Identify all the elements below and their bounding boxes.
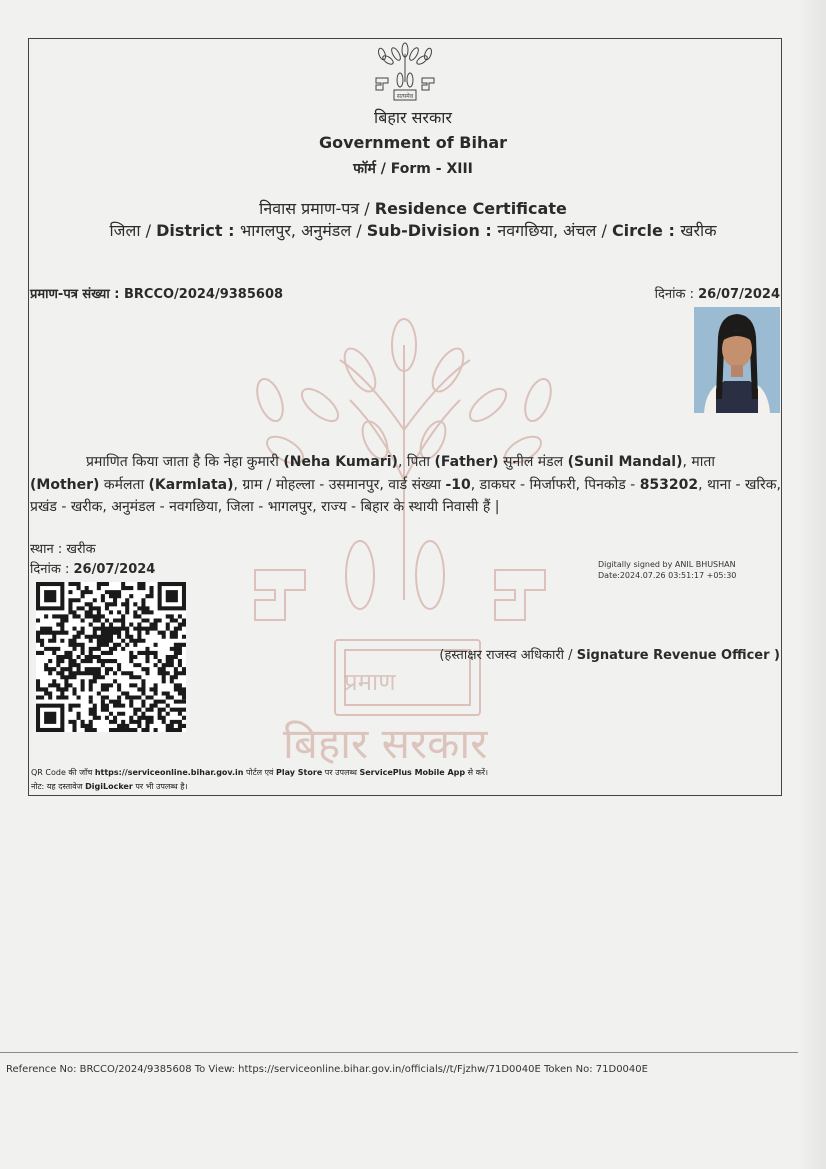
digilocker-note bbox=[31, 781, 188, 792]
district-label-hindi: जिला / bbox=[109, 221, 157, 240]
pincode: 853202 bbox=[639, 476, 699, 493]
subdivision-label-english: Sub-Division : bbox=[366, 221, 498, 240]
digilocker-note-a: नोट: यह दस्तावेज bbox=[31, 782, 86, 791]
certificate-number bbox=[30, 284, 283, 302]
govt-name-hindi: बिहार सरकार bbox=[374, 108, 452, 127]
applicant-name-english: (Neha Kumari) bbox=[283, 454, 398, 470]
certificate-date bbox=[655, 284, 780, 302]
issue-date bbox=[30, 559, 155, 577]
govt-name-english: Government of Bihar bbox=[318, 133, 508, 152]
certificate-number-value: BRCCO/2024/9385608 bbox=[123, 287, 284, 302]
circle-label-hindi: अंचल / bbox=[563, 221, 612, 240]
body-part-2: , पिता bbox=[397, 454, 435, 470]
issue-date-label: दिनांक : bbox=[30, 562, 74, 577]
body-part-7: , डाकघर - मिर्जाफरी, पिनकोड - bbox=[470, 476, 640, 493]
body-part-4: , माता bbox=[682, 454, 716, 470]
digilocker-note-b: DigiLocker bbox=[85, 782, 133, 791]
qr-note-url: https://serviceonline.bihar.gov.in bbox=[94, 768, 244, 777]
father-name-english: (Sunil Mandal) bbox=[567, 454, 683, 470]
form-label bbox=[0, 159, 826, 178]
certificate-body bbox=[30, 451, 782, 519]
certificate-date-value: 26/07/2024 bbox=[698, 287, 780, 302]
qr-note-app: ServicePlus Mobile App bbox=[359, 768, 466, 777]
father-tag: (Father) bbox=[434, 454, 499, 470]
qr-code bbox=[36, 582, 186, 732]
digital-signature-line-2: Date:2024.07.26 03:51:17 +05:30 bbox=[598, 571, 737, 580]
qr-code-icon bbox=[36, 582, 186, 732]
footer-reference: Reference No: BRCCO/2024/9385608 To View: https://serviceonline.bihar.gov.in/officials//t/Fjzhw/71D0040E Token No: 71D0040E bbox=[6, 1064, 648, 1075]
applicant-photo-image bbox=[694, 307, 780, 413]
mother-tag: (Mother) bbox=[30, 476, 100, 493]
circle-label-english: Circle : bbox=[611, 221, 681, 240]
district-line bbox=[0, 219, 826, 241]
digilocker-note-c: पर भी उपलब्ध है। bbox=[132, 782, 188, 791]
signature-revenue-officer bbox=[439, 645, 780, 663]
body-part-8: , थाना - खरिक, प्रखंड - खरीक, अनुमंडल - नवगछिया, जिला - भागलपुर, राज्य - बिहार के स्थायी निवासी हैं | bbox=[30, 476, 781, 515]
body-part-6: , ग्राम / मोहल्ला - उसमानपुर, वार्ड संख्या bbox=[233, 476, 446, 493]
form-label-text: फॉर्म / Form - XIII bbox=[353, 161, 473, 177]
ward-number: -10 bbox=[445, 476, 471, 493]
body-part-3: सुनील मंडल bbox=[498, 454, 568, 470]
officer-label-hindi: (हस्ताक्षर राजस्व अधिकारी / bbox=[439, 648, 577, 663]
officer-label-english: Signature Revenue Officer ) bbox=[576, 648, 780, 663]
place-label: स्थान : bbox=[30, 542, 67, 557]
svg-text:सत्यमेव: सत्यमेव bbox=[396, 93, 414, 100]
circle-value: खरीक bbox=[680, 221, 717, 240]
body-part-5: कर्मलता bbox=[99, 476, 149, 493]
mother-name-english: (Karmlata) bbox=[148, 476, 234, 493]
district-value: भागलपुर, bbox=[240, 221, 302, 240]
bihar-emblem-icon bbox=[372, 40, 438, 102]
digital-signature-line-1: Digitally signed by ANIL BHUSHAN bbox=[598, 560, 736, 569]
qr-note-d: से करें। bbox=[465, 768, 489, 777]
qr-note-play-store: Play Store bbox=[276, 768, 323, 777]
subdivision-label-hindi: अनुमंडल / bbox=[301, 221, 367, 240]
svg-text:प्रमाण: प्रमाण bbox=[344, 668, 396, 696]
place-value: खरीक bbox=[66, 542, 96, 557]
qr-note-c: पर उपलब्ध bbox=[322, 768, 360, 777]
qr-verification-note bbox=[31, 767, 488, 778]
cert-title-hindi: निवास प्रमाण-पत्र / bbox=[259, 199, 375, 218]
qr-note-b: पोर्टल एवं bbox=[243, 768, 277, 777]
certificate-date-label: दिनांक : bbox=[654, 287, 699, 302]
applicant-photo bbox=[694, 307, 780, 413]
district-label-english: District : bbox=[156, 221, 241, 240]
cert-title-english: Residence Certificate bbox=[374, 199, 567, 218]
issue-date-value: 26/07/2024 bbox=[73, 562, 156, 577]
qr-note-a: QR Code की जाँच bbox=[31, 768, 95, 777]
place bbox=[30, 539, 96, 557]
body-part-1: प्रमाणित किया जाता है कि नेहा कुमारी bbox=[86, 454, 284, 470]
footer-divider bbox=[0, 1052, 798, 1053]
svg-text:बिहार सरकार: बिहार सरकार bbox=[283, 719, 488, 768]
certificate-title bbox=[0, 197, 826, 219]
subdivision-value: नवगछिया, bbox=[497, 221, 564, 240]
certificate-number-label: प्रमाण-पत्र संख्या : bbox=[30, 287, 124, 302]
